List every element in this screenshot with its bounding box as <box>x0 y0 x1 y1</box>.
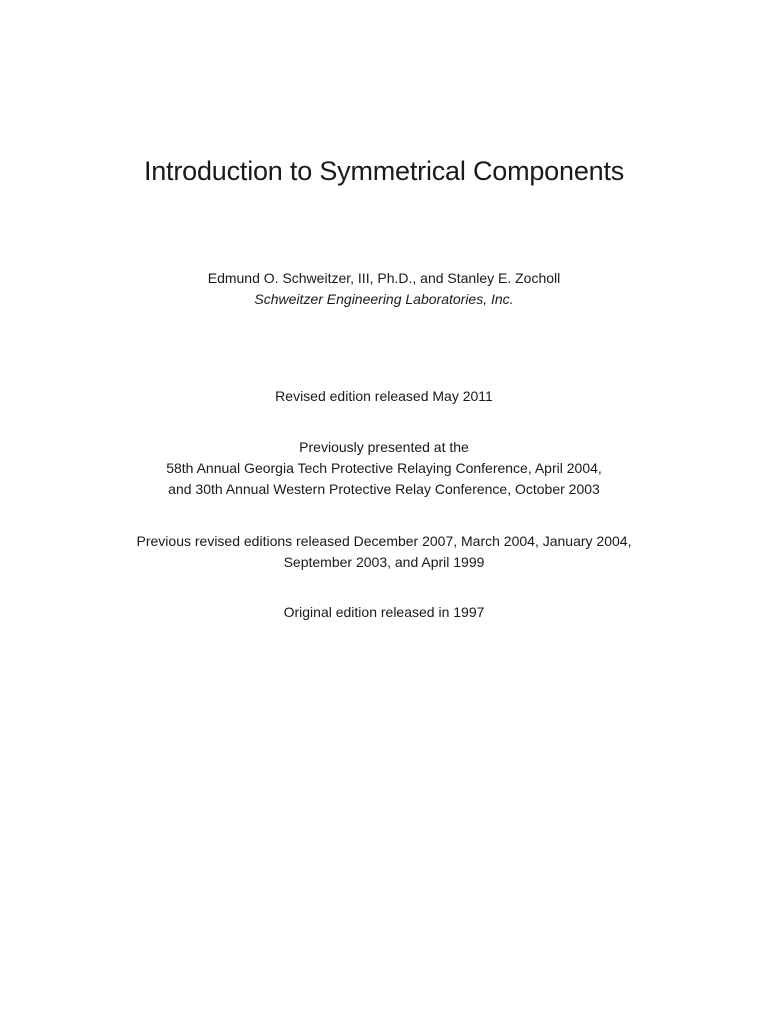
previous-editions-line: September 2003, and April 1999 <box>283 554 485 570</box>
authors: Edmund O. Schweitzer, III, Ph.D., and Stanley E. Zocholl <box>207 270 561 286</box>
original-edition: Original edition released in 1997 <box>283 604 485 620</box>
affiliation: Schweitzer Engineering Laboratories, Inc. <box>254 291 514 307</box>
document-title: Introduction to Symmetrical Components <box>143 156 625 186</box>
presentation-line: and 30th Annual Western Protective Relay Conference, October 2003 <box>168 481 600 497</box>
revised-edition-note <box>0 386 768 407</box>
author-block <box>0 268 768 310</box>
original-edition-note <box>0 602 768 623</box>
previous-editions-note <box>0 531 768 573</box>
revised-edition: Revised edition released May 2011 <box>275 388 493 404</box>
previous-editions-line: Previous revised editions released December 2007, March 2004, January 2004, <box>136 533 632 549</box>
presentation-history <box>0 437 768 500</box>
presentation-line: 58th Annual Georgia Tech Protective Relaying Conference, April 2004, <box>166 460 602 476</box>
presentation-line: Previously presented at the <box>299 439 469 455</box>
